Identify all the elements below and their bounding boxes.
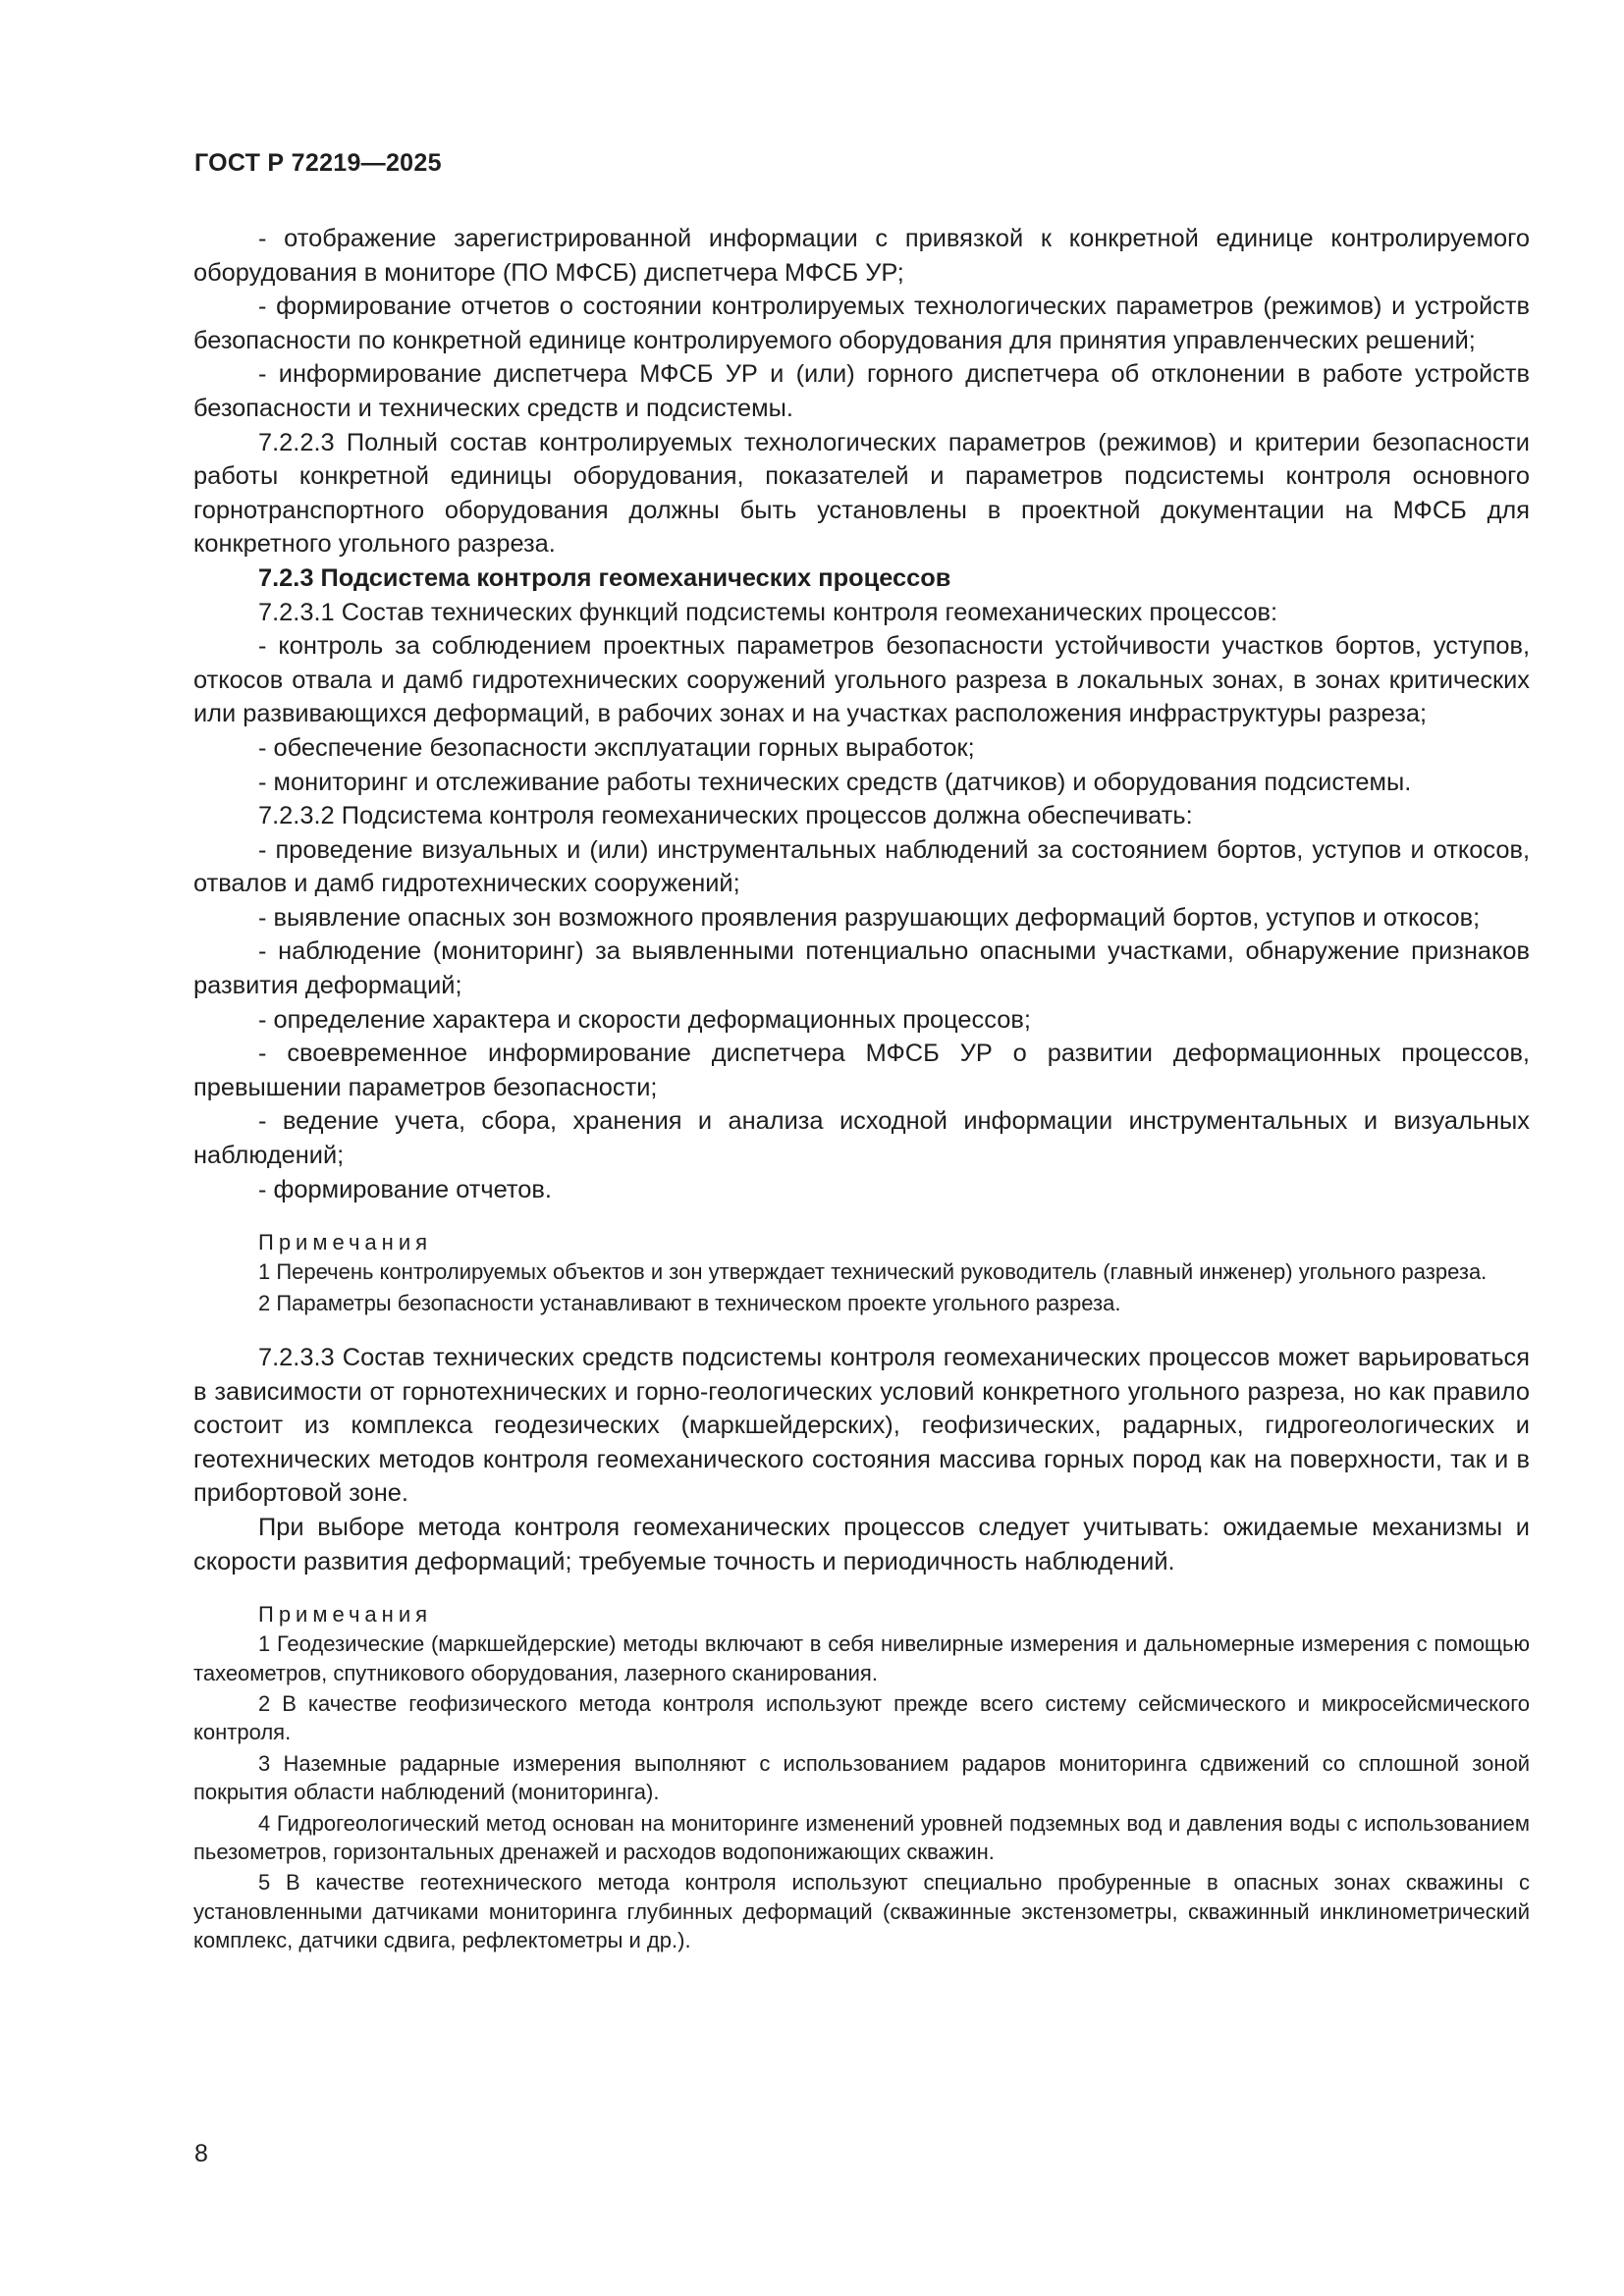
page-number: 8	[194, 2140, 208, 2167]
paragraph: - контроль за соблюдением проектных параметров безопасности устойчивости участков бортов, уступов, откосов отвала и дамб гидротехнических сооружений угольного разреза в локальных зонах, в зонах критических или развивающихся деформаций, в рабочих зонах и на участках расположения инфраструктуры разреза;	[193, 632, 1530, 728]
notes-title: Примечания	[258, 1230, 433, 1255]
document-header: ГОСТ Р 72219—2025	[194, 149, 442, 177]
paragraph: 7.2.3.2 Подсистема контроля геомеханических процессов должна обеспечивать:	[258, 802, 1193, 830]
paragraph: - обеспечение безопасности эксплуатации горных выработок;	[258, 733, 975, 762]
note-item: 3 Наземные радарные измерения выполняют с использованием радаров мониторинга сдвижений со сплошной зоной покрытия области наблюдений (мониторинга).	[193, 1750, 1530, 1805]
paragraph: - ведение учета, сбора, хранения и анализа исходной информации инструментальных и визуальных наблюдений;	[193, 1107, 1530, 1170]
paragraph: - своевременное информирование диспетчера МФСБ УР о развитии деформационных процессов, превышении параметров безопасности;	[193, 1040, 1530, 1101]
section-heading: 7.2.3 Подсистема контроля геомеханических процессов	[258, 563, 951, 592]
paragraph: - наблюдение (мониторинг) за выявленными потенциально опасными участками, обнаружение признаков развития деформаций;	[193, 937, 1530, 1000]
note-item: 4 Гидрогеологический метод основан на мониторинге изменений уровней подземных вод и давления воды с использованием пьезометров, горизонтальных дренажей и расходов водопонижающих скважин.	[193, 1810, 1530, 1865]
paragraph: 7.2.3.1 Состав технических функций подсистемы контроля геомеханических процессов:	[258, 598, 1278, 626]
notes-title: Примечания	[258, 1602, 433, 1628]
note-item: 2 В качестве геофизического метода контроля используют прежде всего систему сейсмического и микросейсмического контроля.	[193, 1691, 1530, 1745]
note-item: 2 Параметры безопасности устанавливают в техническом проекте угольного разреза.	[258, 1290, 1121, 1315]
paragraph: - выявление опасных зон возможного проявления разрушающих деформаций бортов, уступов и откосов;	[258, 903, 1481, 932]
paragraph: - определение характера и скорости деформационных процессов;	[258, 1005, 1031, 1034]
paragraph: - проведение визуальных и (или) инструментальных наблюдений за состоянием бортов, уступов и откосов, отвалов и дамб гидротехнических сооружений;	[193, 835, 1530, 898]
paragraph: - информирование диспетчера МФСБ УР и (или) горного диспетчера об отклонении в работе устройств безопасности и технических средств и подсистемы.	[193, 360, 1530, 422]
paragraph: При выборе метода контроля геомеханических процессов следует учитывать: ожидаемые механизмы и скорости развития деформаций; требуемые точность и периодичность наблюдений.	[193, 1514, 1530, 1575]
paragraph: 7.2.2.3 Полный состав контролируемых технологических параметров (режимов) и критерии безопасности работы конкретной единицы оборудования, показателей и параметров подсистемы контроля основного горнотранспортного оборудования должны быть установлены в проектной документации на МФСБ для конкретного угольного разреза.	[193, 428, 1530, 559]
note-item: 5 В качестве геотехнического метода контроля используют специально пробуренные в опасных зонах скважины с установленными датчиками мониторинга глубинных деформаций (скважинные экстензометры, скважинный инклинометрический комплекс, датчики сдвига, рефлектометры и др.).	[193, 1870, 1530, 1953]
paragraph: - отображение зарегистрированной информации с привязкой к конкретной единице контролируемого оборудования в мониторе (ПО МФСБ) диспетчера МФСБ УР;	[193, 225, 1530, 287]
paragraph: 7.2.3.3 Состав технических средств подсистемы контроля геомеханических процессов может варьироваться в зависимости от горнотехнических и горно-геологических условий конкретного угольного разреза, но как правило состоит из комплекса геодезических (маркшейдерских), геофизических, радарных, гидрогеологических и геотехнических методов контроля геомеханического состояния массива горных пород как на поверхности, так и в прибортовой зоне.	[193, 1344, 1530, 1508]
spacer	[193, 1319, 1530, 1341]
note-item: 1 Геодезические (маркшейдерские) методы включают в себя нивелирные измерения и дальномерные измерения с помощью тахеометров, спутникового оборудования, лазерного сканирования.	[193, 1631, 1530, 1685]
paragraph: - формирование отчетов о состоянии контролируемых технологических параметров (режимов) и устройств безопасности по конкретной единице контролируемого оборудования для принятия управленческих решений;	[193, 293, 1530, 354]
paragraph: - мониторинг и отслеживание работы технических средств (датчиков) и оборудования подсистемы.	[258, 768, 1412, 796]
paragraph: - формирование отчетов.	[258, 1175, 552, 1203]
document-body	[193, 222, 1530, 1957]
note-item: 1 Перечень контролируемых объектов и зон утверждает технический руководитель (главный инженер) угольного разреза.	[258, 1259, 1488, 1285]
